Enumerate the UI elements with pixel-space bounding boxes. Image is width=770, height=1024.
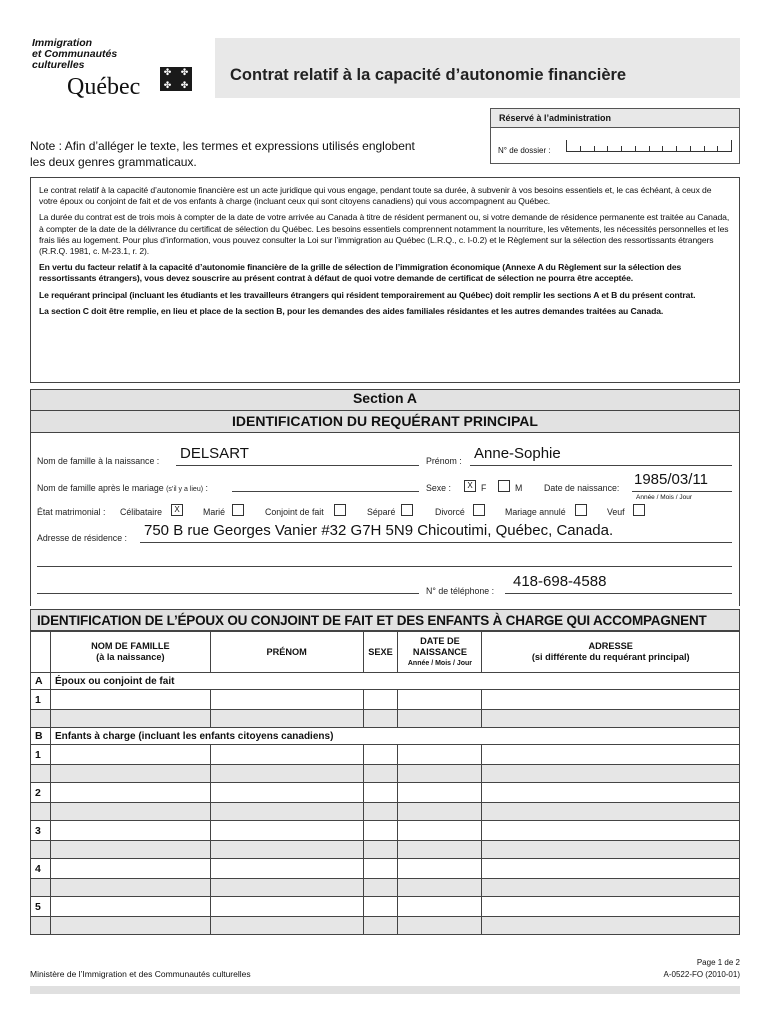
address-cell[interactable] <box>482 821 740 841</box>
table-header-cell <box>31 632 51 673</box>
address-cell[interactable] <box>482 859 740 879</box>
surname-cell[interactable] <box>50 690 210 710</box>
footer-bar <box>30 986 740 994</box>
quebec-wordmark: Québec <box>67 74 141 100</box>
row-number: 4 <box>31 859 51 879</box>
marital-option-label: Mariage annulé <box>505 507 566 517</box>
col-firstname-header: PRÉNOM <box>210 632 363 673</box>
sex-m-checkbox[interactable] <box>498 480 510 492</box>
birthdate-cell[interactable] <box>398 745 482 765</box>
table-header-row <box>31 632 740 673</box>
marie-checkbox[interactable] <box>232 504 244 516</box>
sex-label: Sexe : <box>426 483 451 493</box>
celibataire-checkbox[interactable]: X <box>171 504 183 516</box>
birth-surname-label: Nom de famille à la naissance : <box>37 456 160 466</box>
table-row <box>31 821 740 841</box>
page-number: Page 1 de 2 <box>696 958 740 967</box>
sex-cell[interactable] <box>363 821 398 841</box>
sex-cell[interactable] <box>363 859 398 879</box>
marital-option-label: Veuf <box>607 507 625 517</box>
firstname-cell[interactable] <box>210 783 363 803</box>
form-code: A-0522-FO (2010-01) <box>663 970 740 979</box>
birth-date-label: Date de naissance: <box>544 483 620 493</box>
firstname-cell[interactable] <box>210 745 363 765</box>
group-a-row <box>31 673 740 690</box>
table-row <box>31 897 740 917</box>
address-cell[interactable] <box>482 783 740 803</box>
birthdate-cell[interactable] <box>398 783 482 803</box>
dependents-heading: IDENTIFICATION DE L’ÉPOUX OU CONJOINT DE FAIT ET DES ENFANTS À CHARGE QUI ACCOMPAGNENT <box>30 609 740 631</box>
form-title: Contrat relatif à la capacité d’autonomie financière <box>230 66 627 84</box>
spacer-row <box>31 710 740 728</box>
row-number: 1 <box>31 745 51 765</box>
birth-date-value: 1985/03/11 <box>634 471 708 488</box>
row-number: 3 <box>31 821 51 841</box>
address-cell[interactable] <box>482 897 740 917</box>
section-a-title: Section A <box>352 390 418 406</box>
date-format-hint: Année / Mois / Jour <box>636 494 692 501</box>
marital-option-label: Marié <box>203 507 225 517</box>
group-b-row <box>31 728 740 745</box>
marital-option-label: Séparé <box>367 507 396 517</box>
birthdate-cell[interactable] <box>398 821 482 841</box>
table-row <box>31 690 740 710</box>
table-row <box>31 859 740 879</box>
birthdate-cell[interactable] <box>398 897 482 917</box>
birth-surname-value: DELSART <box>180 445 249 462</box>
row-number: 2 <box>31 783 51 803</box>
birth-date-field[interactable] <box>632 473 732 492</box>
group-letter: A <box>31 673 51 690</box>
surname-cell[interactable] <box>50 745 210 765</box>
spacer-row <box>31 803 740 821</box>
intro-paragraph: Le contrat relatif à la capacité d’autonomie financière est un acte juridique qui vous engage, pendant toute sa durée, à subvenir à vos besoins essentiels et, le cas échéant, à ceux de votre époux ou conjoint de fait et de vos enfants à charge (incluant ceux qui sont citoyens canadiens) qui vous accompagnent au Québec. <box>39 185 712 207</box>
footer-page-info <box>600 957 740 981</box>
conjoint-de-fait-checkbox[interactable] <box>334 504 346 516</box>
spacer-row <box>31 917 740 935</box>
row-number: 1 <box>31 690 51 710</box>
sex-f-checkbox[interactable]: X <box>464 480 476 492</box>
first-name-field[interactable] <box>470 445 732 466</box>
sex-f-label: F <box>481 483 487 493</box>
married-surname-label: Nom de famille après le mariage (s’il y a lieu) : <box>37 483 208 493</box>
address-cell[interactable] <box>482 690 740 710</box>
phone-field[interactable] <box>505 575 732 594</box>
section-a-subtitle: IDENTIFICATION DU REQUÉRANT PRINCIPAL <box>232 413 538 429</box>
address-label: Adresse de résidence : <box>37 533 127 543</box>
separe-checkbox[interactable] <box>401 504 413 516</box>
first-name-value: Anne-Sophie <box>474 445 561 462</box>
col-sex-header: SEXE <box>363 632 398 673</box>
sex-cell[interactable] <box>363 690 398 710</box>
first-name-label: Prénom : <box>426 456 462 466</box>
birthdate-cell[interactable] <box>398 859 482 879</box>
dossier-label: N° de dossier : <box>498 146 551 155</box>
table-row <box>31 783 740 803</box>
firstname-cell[interactable] <box>210 859 363 879</box>
intro-paragraph: La durée du contrat est de trois mois à compter de la date de votre arrivée au Canada à titre de résident permanent ou, si votre demande de résidence permanente est traitée au Canada, à compter de la date de la délivrance du certificat de sélection du Québec. Les besoins essentiels comprennent notamment la nourriture, les vêtements, les nécessités personnelles et les frais liés au logement. Pour plus d’information, vous pouvez consulter la Loi sur l’immigration au Québec (L.R.Q., c. I-0.2) et le Règlement sur la sélection des ressortissants étrangers (R.R.Q. 1981, c. M-23.1, r. 2). <box>39 212 730 257</box>
address-cell[interactable] <box>482 745 740 765</box>
address-value: 750 B rue Georges Vanier #32 G7H 5N9 Chicoutimi, Québec, Canada. <box>144 522 614 539</box>
intro-paragraph: En vertu du facteur relatif à la capacité d’autonomie financière de la grille de sélection de l’immigration économique (Annexe A du Règlement sur la sélection des ressortissants étrangers), vous devez souscrire au présent contrat à défaut de quoi votre demande de certificat de sélection ne pourra être acceptée. <box>39 262 682 284</box>
dependents-table <box>30 631 740 935</box>
group-letter: B <box>31 728 51 745</box>
sex-cell[interactable] <box>363 783 398 803</box>
sex-m-label: M <box>515 483 523 493</box>
address-line-2[interactable] <box>37 555 732 567</box>
firstname-cell[interactable] <box>210 690 363 710</box>
married-surname-field[interactable] <box>232 478 419 492</box>
row-number: 5 <box>31 897 51 917</box>
surname-cell[interactable] <box>50 783 210 803</box>
marital-option-label: Célibataire <box>120 507 163 517</box>
surname-cell[interactable] <box>50 821 210 841</box>
spacer-row <box>31 879 740 897</box>
intro-paragraph: La section C doit être remplie, en lieu et place de la section B, pour les demandes des aides familiales résidantes et les autres demandes traitées au Canada. <box>39 305 664 316</box>
address-line-3[interactable] <box>37 582 419 594</box>
intro-box <box>30 177 740 383</box>
birth-surname-field[interactable] <box>176 445 419 466</box>
sex-cell[interactable] <box>363 897 398 917</box>
surname-cell[interactable] <box>50 897 210 917</box>
marital-option-label: Divorcé <box>435 507 465 517</box>
col-surname-header: NOM DE FAMILLE (à la naissance) <box>50 632 210 673</box>
veuf-checkbox[interactable] <box>633 504 645 516</box>
admin-heading: Réservé à l’administration <box>490 108 740 128</box>
surname-cell[interactable] <box>50 859 210 879</box>
sex-cell[interactable] <box>363 745 398 765</box>
phone-value: 418-698-4588 <box>513 573 607 590</box>
address-field[interactable] <box>140 523 732 543</box>
group-a-title: Époux ou conjoint de fait <box>50 673 739 690</box>
gender-note: Note : Afin d’alléger le texte, les termes et expressions utilisés englobent les deux genres grammaticaux. <box>30 139 415 169</box>
marital-option-label: Conjoint de fait <box>265 507 324 517</box>
table-row <box>31 745 740 765</box>
marital-status-label: État matrimonial : <box>37 507 106 517</box>
divorce-checkbox[interactable] <box>473 504 485 516</box>
fleur-de-lis-flag-icon: ✤ ✤ ✤ ✤ <box>160 67 192 91</box>
group-b-title: Enfants à charge (incluant les enfants citoyens canadiens) <box>50 728 739 745</box>
footer-ministry: Ministère de l’Immigration et des Communautés culturelles <box>30 969 251 979</box>
col-address-header: ADRESSE (si différente du requérant principal) <box>482 632 740 673</box>
col-birthdate-header: DATE DE NAISSANCE Année / Mois / Jour <box>398 632 482 673</box>
divider <box>30 410 740 411</box>
birthdate-cell[interactable] <box>398 690 482 710</box>
spacer-row <box>31 765 740 783</box>
firstname-cell[interactable] <box>210 821 363 841</box>
firstname-cell[interactable] <box>210 897 363 917</box>
phone-label: N° de téléphone : <box>426 586 495 596</box>
ministry-logo-text: Immigration et Communautés culturelles <box>32 37 118 71</box>
mariage-annule-checkbox[interactable] <box>575 504 587 516</box>
dossier-number-field[interactable] <box>566 140 732 152</box>
spacer-row <box>31 841 740 859</box>
intro-paragraph: Le requérant principal (incluant les étudiants et les travailleurs étrangers qui résident temporairement au Québec) doit remplir les sections A et B du présent contrat. <box>39 289 696 300</box>
